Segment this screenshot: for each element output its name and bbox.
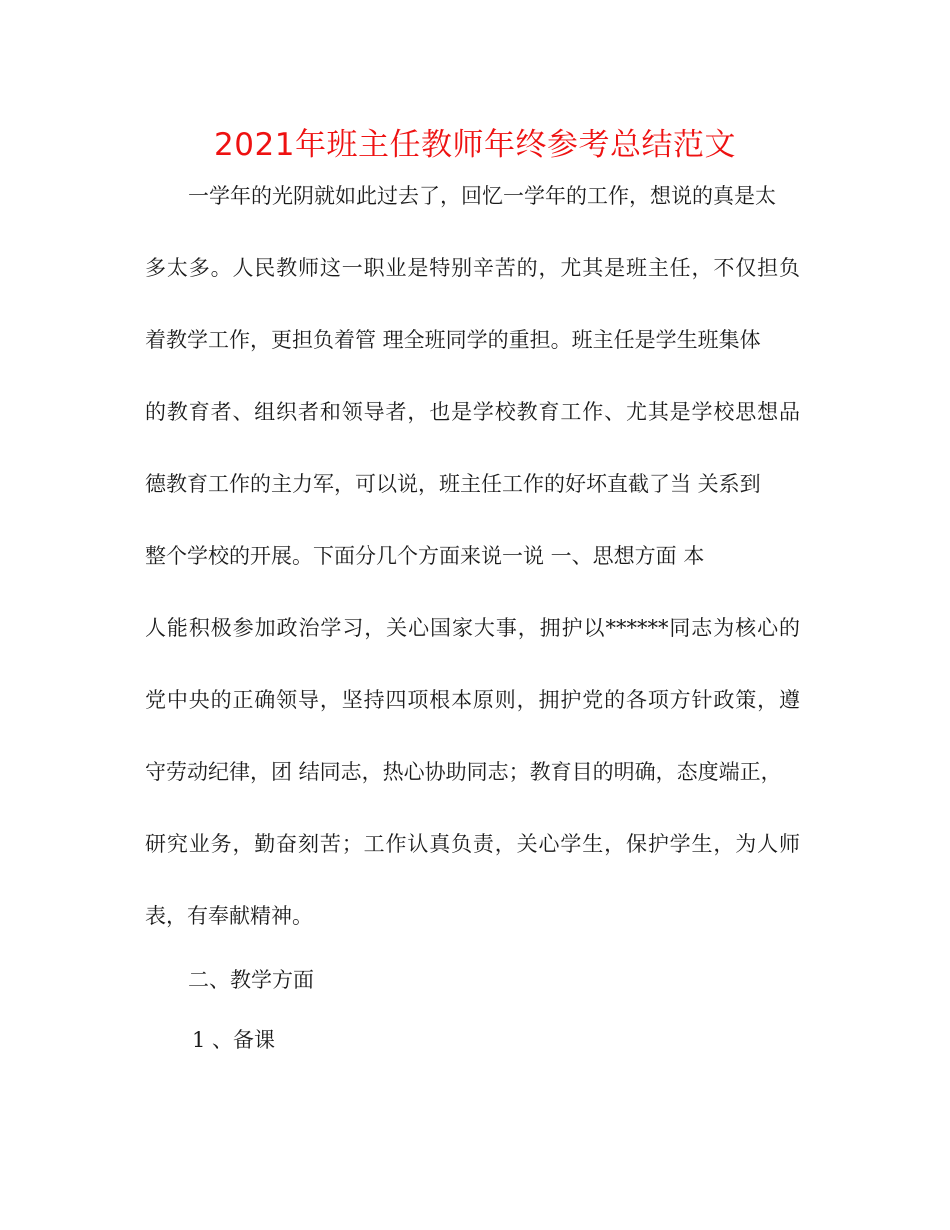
paragraph-line: 守劳动纪律，团 结同志，热心协助同志；教育目的明确，态度端正，	[145, 760, 782, 784]
paragraph-line: 一学年的光阴就如此过去了，回忆一学年的工作，想说的真是太	[188, 184, 776, 208]
paragraph-line: 多太多。人民教师这一职业是特别辛苦的，尤其是班主任，不仅担负	[145, 256, 800, 280]
paragraph-line: 研究业务，勤奋刻苦；工作认真负责，关心学生，保护学生，为人师	[145, 832, 800, 856]
paragraph-line: 的教育者、组织者和领导者，也是学校教育工作、尤其是学校思想品	[145, 400, 800, 424]
section-heading: 二、教学方面	[188, 968, 314, 992]
paragraph-line: 德教育工作的主力军，可以说，班主任工作的好坏直截了当 关系到	[145, 472, 761, 496]
subsection-heading: 1 、备课	[192, 1028, 276, 1052]
paragraph-line: 整个学校的开展。下面分几个方面来说一说 一、思想方面 本	[145, 544, 705, 568]
paragraph-line: 党中央的正确领导，坚持四项根本原则，拥护党的各项方针政策，遵	[145, 688, 800, 712]
paragraph-line: 表，有奉献精神。	[145, 904, 313, 928]
paragraph-line: 着教学工作，更担负着管 理全班同学的重担。班主任是学生班集体	[145, 328, 761, 352]
paragraph-line: 人能积极参加政治学习，关心国家大事，拥护以******同志为核心的	[145, 616, 800, 640]
document-title: 2021年班主任教师年终参考总结范文	[214, 127, 736, 163]
